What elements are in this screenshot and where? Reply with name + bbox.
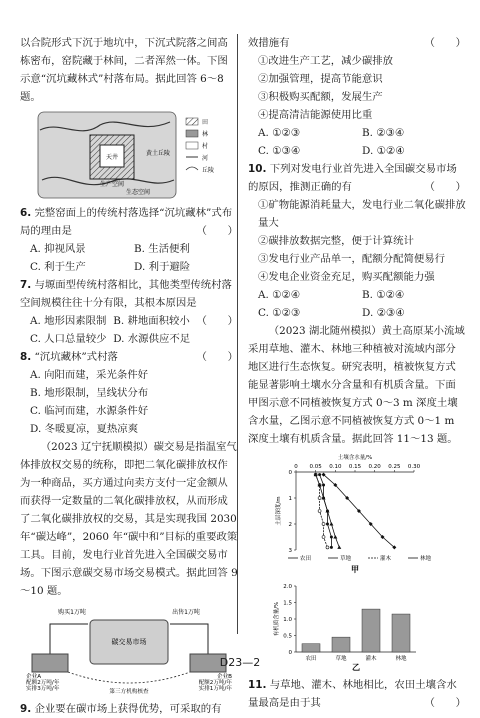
q11-answer-blank[interactable]: （ ）	[424, 697, 466, 709]
legend-label: 农田	[300, 556, 312, 562]
legend-village: 村	[202, 143, 209, 150]
question-6	[20, 204, 238, 276]
data-point	[337, 545, 341, 549]
q8-option-a[interactable]: A. 向阳而建，采光条件好	[30, 369, 149, 381]
q7-number: 7.	[20, 279, 32, 291]
legend-field: 田	[202, 119, 209, 126]
bar-农田	[302, 644, 320, 652]
x-tick-label: 0.05	[309, 464, 322, 470]
chart-jia	[248, 452, 466, 576]
q8-option-b[interactable]: B. 地形限制，呈线状分布	[30, 387, 149, 399]
q7-answer-blank[interactable]: （ ）	[196, 315, 238, 327]
q10-stem: 下列对发电行业首先进入全国碳交易市场的原因，推测正确的有	[248, 163, 457, 193]
x-tick-label: 0.25	[388, 464, 401, 470]
chart-title: 甲	[351, 565, 359, 574]
q6-stem: 完整窑面上的传统村落选择“沉坑藏林”式布局的理由是	[20, 207, 233, 237]
data-point	[318, 497, 321, 500]
data-point	[326, 523, 329, 526]
data-point	[322, 536, 325, 539]
y-tick-label: 2.0	[283, 584, 292, 590]
q8-number: 8.	[20, 351, 32, 363]
enterprise-b-actual: 实排1万吨/年	[198, 686, 232, 692]
q9-option-a[interactable]: A. ①②③	[258, 127, 301, 139]
living-label: 生产空间	[99, 181, 125, 188]
x-tick-label: 0	[294, 464, 298, 470]
q10-option-d[interactable]: D. ②③④	[362, 307, 405, 319]
q7-option-b[interactable]: B. 耕地面积较小	[113, 315, 190, 327]
legend-label: 林地	[420, 556, 432, 562]
q10-item-1: ①矿物能源消耗量大，发电行业二氧化碳排放量大	[258, 199, 466, 229]
y-tick-label: 2	[288, 522, 292, 528]
legend-label: 草地	[340, 556, 352, 562]
y-axis-title: 有机质含量/%	[274, 601, 280, 637]
q8-option-c[interactable]: C. 临河而建，水源条件好	[30, 405, 149, 417]
legend-label: 灌木	[380, 556, 392, 562]
q7-option-a[interactable]: A. 地形因素限制	[30, 315, 107, 327]
q8-answer-blank[interactable]: （ ）	[196, 351, 238, 363]
village-layout-diagram	[20, 110, 238, 200]
y-tick-label: 1.5	[283, 600, 292, 607]
ecology-label: 生态空间	[125, 189, 151, 196]
third-party-label: 第三方机构核查	[109, 689, 149, 695]
q8-option-d[interactable]: D. 冬暖夏凉，夏热凉爽	[30, 423, 139, 435]
enterprise-a-name: 企业A	[26, 674, 42, 680]
y-axis-title: 土层深度/m	[276, 496, 282, 526]
q9-option-c[interactable]: C. ①③④	[258, 145, 301, 157]
question-9	[20, 700, 238, 718]
page-number: D23—2	[219, 656, 261, 669]
intro-paragraph-3: （2023 湖北随州模拟）黄土高原某小流域采用草地、灌木、林地三种植被对流域内部分地区进行生态恢复。研究表明，植被恢复方式能显著影响土壤水分含量和有机质含量。下面甲图示意不同植被恢复方式 0～3 m 深度土壤含水量，乙图示意不同植被恢复方式 0～1 m 深度土壤有机质含量。据此回答 11～13 题。	[248, 325, 465, 445]
enterprise-a-actual: 实排3万吨/年	[26, 686, 60, 692]
left-column	[20, 34, 238, 718]
q9-item-2: ②加强管理，提高节能意识	[258, 73, 383, 85]
enterprise-a-quota: 配额2万吨/年	[26, 680, 60, 686]
y-tick-label: 3	[288, 548, 292, 554]
q10-item-4: ④发电企业资金充足，购买配额能力强	[258, 271, 435, 283]
q6-option-a[interactable]: A. 抑视风景	[30, 243, 86, 255]
sell-label: 出售1万吨	[172, 609, 200, 616]
village-layout-figure	[20, 110, 238, 200]
x-tick-label: 农田	[305, 656, 317, 662]
x-tick-label: 0.15	[348, 464, 362, 470]
y-tick-label: 1.0	[283, 617, 292, 623]
x-tick-label: 草地	[335, 656, 347, 662]
fig1-legend	[186, 118, 214, 174]
data-point	[329, 522, 333, 526]
q10-item-3: ③发电行业产品单一，配额分配简便易行	[258, 253, 446, 265]
bar-林地	[392, 614, 410, 652]
data-point	[330, 536, 333, 539]
bar-草地	[332, 637, 350, 652]
x-tick-label: 0.20	[368, 464, 381, 470]
hill-label: 黄土丘陵	[145, 150, 171, 157]
enterprise-b-name: 企业B	[216, 674, 232, 680]
question-7	[20, 276, 238, 348]
legend-river: 河	[202, 155, 209, 162]
carbon-market-figure	[20, 604, 238, 696]
carbon-market-diagram	[20, 604, 238, 696]
data-point	[333, 535, 337, 539]
y-tick-label: 0	[288, 470, 292, 476]
q10-option-b[interactable]: B. ①②④	[362, 289, 405, 301]
q10-number: 10.	[248, 163, 267, 175]
x-axis-title: 土壤含水量/%	[337, 455, 373, 461]
q6-number: 6.	[20, 207, 32, 219]
enterprise-b-quota: 配额2万吨/年	[198, 680, 232, 686]
q9-item-4: ④提高清洁能源使用比重	[258, 109, 373, 121]
q6-option-b[interactable]: B. 生活便利	[134, 243, 190, 255]
data-point	[322, 523, 325, 526]
x-tick-label: 林地	[395, 656, 407, 662]
data-point	[326, 546, 329, 549]
q6-option-d[interactable]: D. 利于避险	[134, 261, 191, 273]
x-tick-label: 0.30	[407, 464, 421, 470]
data-point	[330, 546, 333, 549]
q10-item-2: ②碳排放数据完整，便于计算统计	[258, 235, 414, 247]
q9-option-b[interactable]: B. ②③④	[362, 127, 405, 139]
question-10	[248, 160, 466, 322]
question-8	[20, 348, 238, 438]
market-label: 碳交易市场	[111, 638, 147, 646]
q10-answer-blank[interactable]: （ ）	[424, 181, 466, 193]
q11-stem: 与草地、灌木、林地相比，农田土壤含水量最高是由于其	[248, 679, 457, 709]
q6-answer-blank[interactable]: （ ）	[196, 225, 238, 237]
q9-number: 9.	[20, 703, 32, 715]
series-line-灌木	[316, 475, 328, 548]
y-tick-label: 0.5	[283, 633, 292, 640]
y-tick-label: 1	[288, 496, 292, 502]
q9-option-d[interactable]: D. ①②④	[362, 145, 405, 157]
q11-number: 11.	[248, 679, 267, 691]
data-point	[318, 473, 321, 476]
q8-stem: “沉坑藏林”式村落	[34, 351, 118, 363]
q6-option-c[interactable]: C. 利于生产	[30, 261, 86, 273]
q9-stem-continued: 效措施有	[248, 37, 290, 49]
legend-hill: 丘陵	[202, 167, 215, 174]
x-tick-label: 0.10	[329, 464, 342, 470]
q9-answer-blank[interactable]: （ ）	[424, 37, 466, 49]
q7-option-c[interactable]: C. 人口总量较少	[30, 333, 107, 345]
y-tick-label: 0	[288, 650, 292, 656]
q9-item-3: ③积极购买配额，发展生产	[258, 91, 383, 103]
q10-option-a[interactable]: A. ①②④	[258, 289, 301, 301]
right-column	[248, 34, 466, 712]
court-label: 天井	[105, 154, 119, 161]
q7-stem: 与塬面型传统村落相比，其他类型传统村落空间规模往往十分有限，其根本原因是	[20, 279, 232, 309]
legend-forest: 林	[202, 131, 209, 138]
q9-item-1: ①改进生产工艺，减少碳排放	[258, 55, 394, 67]
soil-moisture-chart	[248, 452, 466, 576]
chart-title: 乙	[352, 663, 360, 672]
q7-option-d[interactable]: D. 水源供应不足	[113, 333, 191, 345]
data-point	[322, 484, 325, 487]
bar-灌木	[362, 609, 380, 652]
q10-option-c[interactable]: C. ①②③	[258, 307, 301, 319]
question-11	[248, 676, 466, 712]
data-point	[318, 510, 321, 513]
question-9-continued	[248, 34, 466, 160]
intro-paragraph-1: 以合院形式下沉于地坑中，下沉式院落之间高栋密布，窑院藏于林间，二者浑然一体。下图示意“沉坑藏林式”村落布局。据此回答 6～8 题。	[20, 37, 228, 103]
x-tick-label: 灌木	[365, 656, 377, 662]
intro-paragraph-2: （2023 辽宁抚顺模拟）碳交易是指温室气体排放权交易的统称，即把二氧化碳排放权作为一种商品，买方通过向卖方支付一定金额从而获得一定数量的二氧化碳排放权，从而形成了二氧化碳排放权的交易，其是实现我国 2030 年“碳达峰”，2060 年“碳中和”目标的重要政策工具。目前，发电行业首先进入全国碳交易市场。下图示意碳交易市场交易模式。据此回答 9～10 题。	[20, 441, 238, 597]
buy-label: 购买1万吨	[58, 609, 86, 616]
q9-stem: 企业要在碳市场上获得优势，可采取的有	[34, 703, 222, 715]
